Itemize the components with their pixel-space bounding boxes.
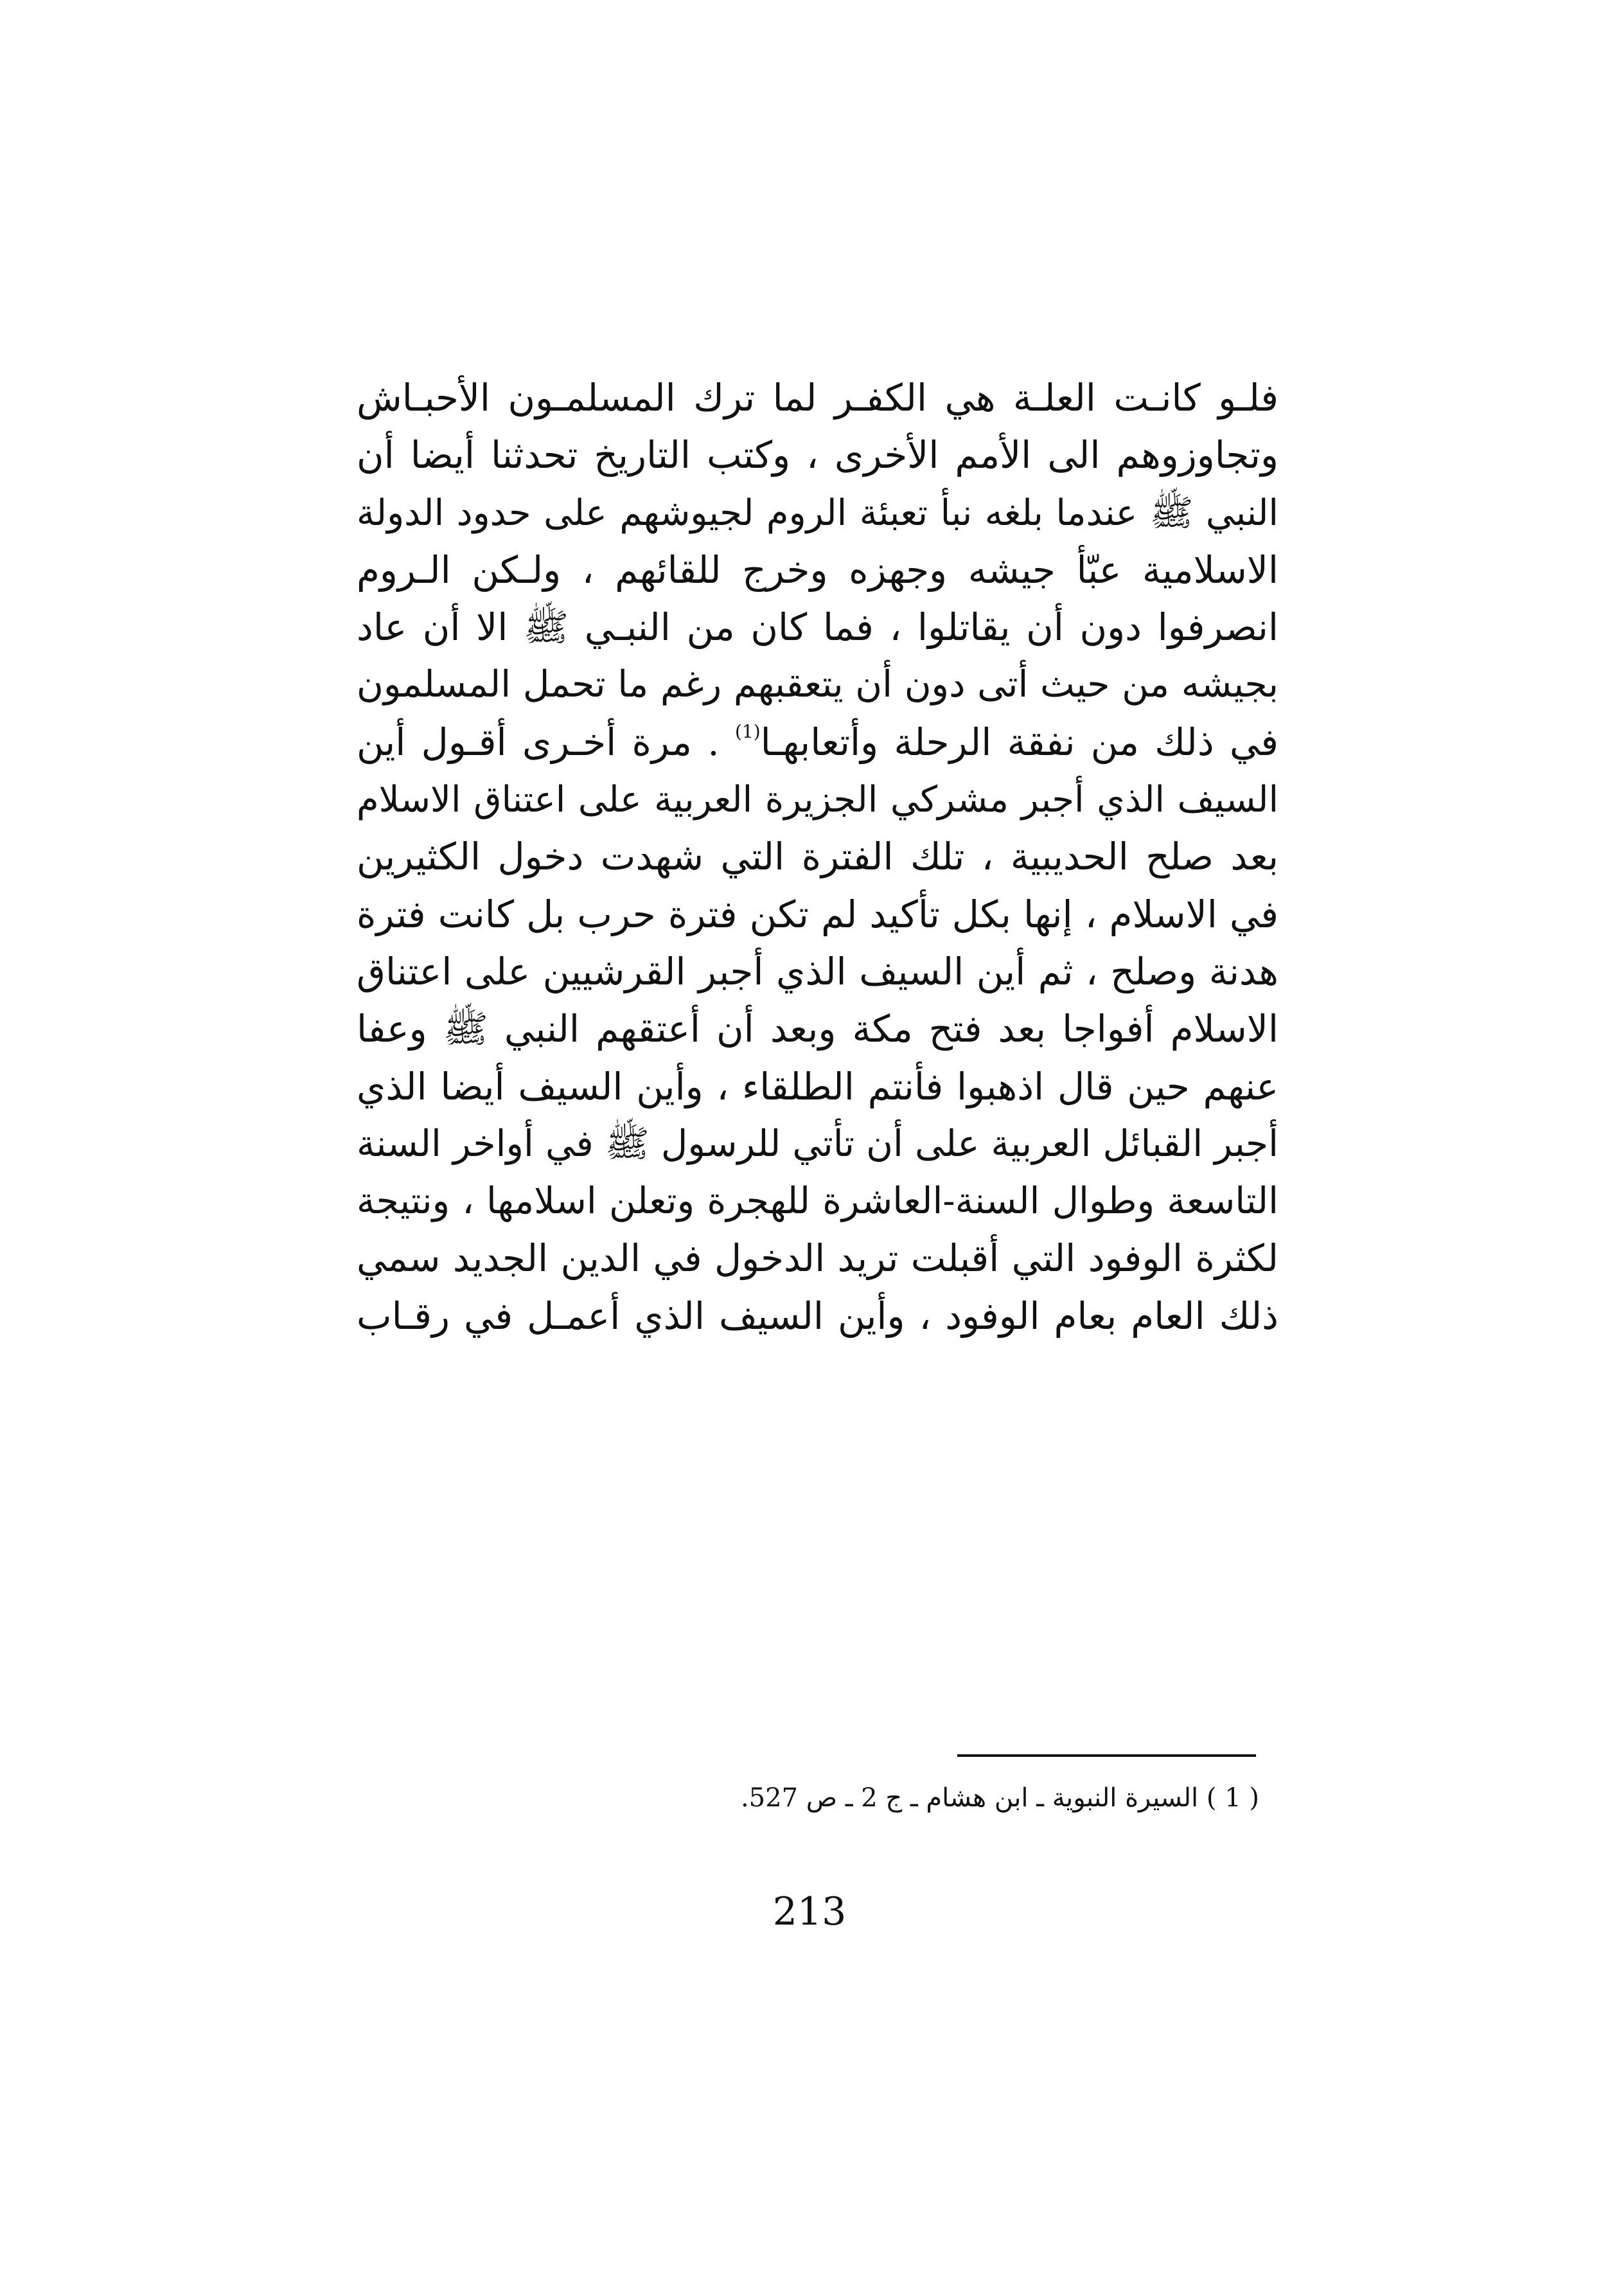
text-line: بعد صلح الحديبية ، تلك الفترة التي شهدت دخول الكثيرين <box>357 835 1278 879</box>
text-line: الاسلام أفواجا بعد فتح مكة وبعد أن أعتقهم النبي ﷺ وعفا <box>357 1007 1278 1051</box>
text-line: بجيشه من حيث أتى دون أن يتعقبهم رغم ما تحمل المسلمون <box>357 663 1278 706</box>
text-line-lead: في ذلك من نفقة الرحلة وأتعابهـا <box>760 720 1278 764</box>
page-number: 213 <box>772 1889 847 1934</box>
text-line: التاسعة وطوال السنة-العاشرة للهجرة وتعلن اسلامها ، ونتيجة <box>357 1180 1278 1223</box>
text-line-with-footnote <box>357 714 1278 771</box>
footnote: ( 1 ) السيرة النبوية ـ ابن هشام ـ ج 2 ـ ص 527. <box>740 1783 1259 1813</box>
sentence-separator: . <box>691 720 735 764</box>
text-line: الاسلامية عبّأ جيشه وجهزه وخرج للقائهم ، ولـكن الـروم <box>357 547 1278 592</box>
text-line: في الاسلام ، إنها بكل تأكيد لم تكن فترة حرب بل كانت فترة <box>357 892 1278 936</box>
footnote-reference: (1) <box>734 721 761 743</box>
text-line-tail: مرة أخـرى أقـول أين <box>357 720 692 764</box>
text-line: ذلك العام بعام الوفود ، وأين السيف الذي أعمـل في رقـاب <box>357 1294 1278 1338</box>
text-line: فلـو كانـت العلـة هي الكفـر لما ترك المسلمـون الأحبـاش <box>357 376 1278 420</box>
body-text <box>357 369 1278 1345</box>
text-line: لكثرة الوفود التي أقبلت تريد الدخول في الدين الجديد سمي <box>357 1236 1278 1281</box>
text-line: وتجاوزوهم الى الأمم الأخرى ، وكتب التاريخ تحدثنا أيضا أن <box>357 433 1278 477</box>
text-line: هدنة وصلح ، ثم أين السيف الذي أجبر القرشيين على اعتناق <box>357 949 1278 993</box>
text-line: أجبر القبائل العربية على أن تأتي للرسول ﷺ في أواخر السنة <box>357 1122 1278 1165</box>
text-line: انصرفوا دون أن يقاتلوا ، فما كان من النبـي ﷺ الا أن عاد <box>357 605 1278 650</box>
text-line: عنهم حين قال اذهبوا فأنتم الطلقاء ، وأين السيف أيضا الذي <box>357 1064 1278 1108</box>
text-line: السيف الذي أجبر مشركي الجزيرة العربية على اعتناق الاسلام <box>357 779 1278 821</box>
text-line: النبي ﷺ عندما بلغه نبأ تعبئة الروم لجيوشهم على حدود الدولة <box>357 492 1278 534</box>
footnote-divider <box>957 1754 1256 1757</box>
